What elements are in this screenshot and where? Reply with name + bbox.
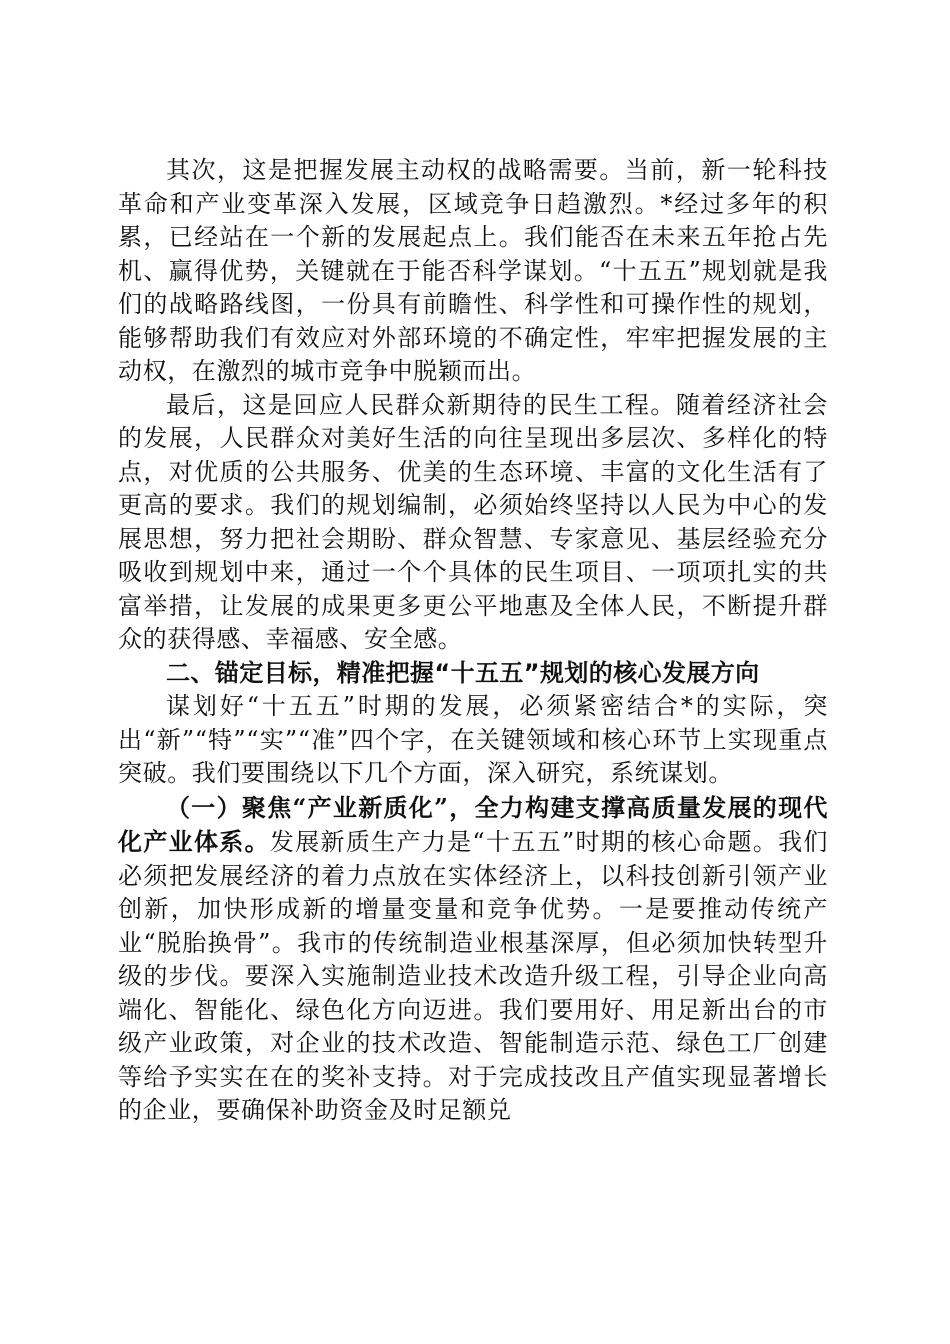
section-heading-two: 二、锚定目标，精准把握“十五五”规划的核心发展方向 — [166, 658, 760, 687]
paragraph-section-intro: 谋划好“十五五”时期的发展，必须紧密结合*的实际，突出“新”“特”“实”“准”四个字，在关键领域和核心环节上实现重点突破。我们要围绕以下几个方面，深入研究，系统谋划。 — [118, 692, 828, 787]
paragraph-second-point: 其次，这是把握发展主动权的战略需要。当前，新一轮科技革命和产业变革深入发展，区域竞争日趋激烈。*经过多年的积累，已经站在一个新的发展起点上。我们能否在未来五年抢占先机、赢得优势，关键就在于能否科学谋划。“十五五”规划就是我们的战略路线图，一份具有前瞻性、科学性和可操作性的规划，能够帮助我们有效应对外部环境的不确定性，牢牢把握发展的主动权，在激烈的城市竞争中脱颖而出。 — [118, 156, 828, 385]
paragraph-finally-point: 最后，这是回应人民群众新期待的民生工程。随着经济社会的发展，人民群众对美好生活的向往呈现出多层次、多样化的特点，对优质的公共服务、优美的生态环境、丰富的文化生活有了更高的要求。我们的规划编制，必须始终坚持以人民为中心的发展思想，努力把社会期盼、群众智慧、专家意见、基层经验充分吸收到规划中来，通过一个个具体的民生项目、一项项扎实的共富举措，让发展的成果更多更公平地惠及全体人民，不断提升群众的获得感、幸福感、安全感。 — [118, 390, 828, 653]
document-body — [118, 154, 828, 1128]
paragraph-industry-focus — [118, 791, 828, 1128]
paragraph-industry-body: 发展新质生产力是“十五五”时期的核心命题。我们必须把发展经济的着力点放在实体经济上，以科技创新引领产业创新，加快形成新的增量变量和竞争优势。一是要推动传统产业“脱胎换骨”。我市的传统制造业根基深厚，但必须加快转型升级的步伐。要深入实施制造业技术改造升级工程，引导企业向高端化、智能化、绿色化方向迈进。我们要用好、用足新出台的市级产业政策，对企业的技术改造、智能制造示范、绿色工厂创建等给予实实在在的奖补支持。对于完成技改且产值实现显著增长的企业，要确保补助资金及时足额兑 — [118, 828, 828, 1124]
paragraph-lead-sentence: （一）聚焦“产业新质化”，全力构建支撑高质量发展的现代化产业体系。 — [118, 792, 828, 856]
